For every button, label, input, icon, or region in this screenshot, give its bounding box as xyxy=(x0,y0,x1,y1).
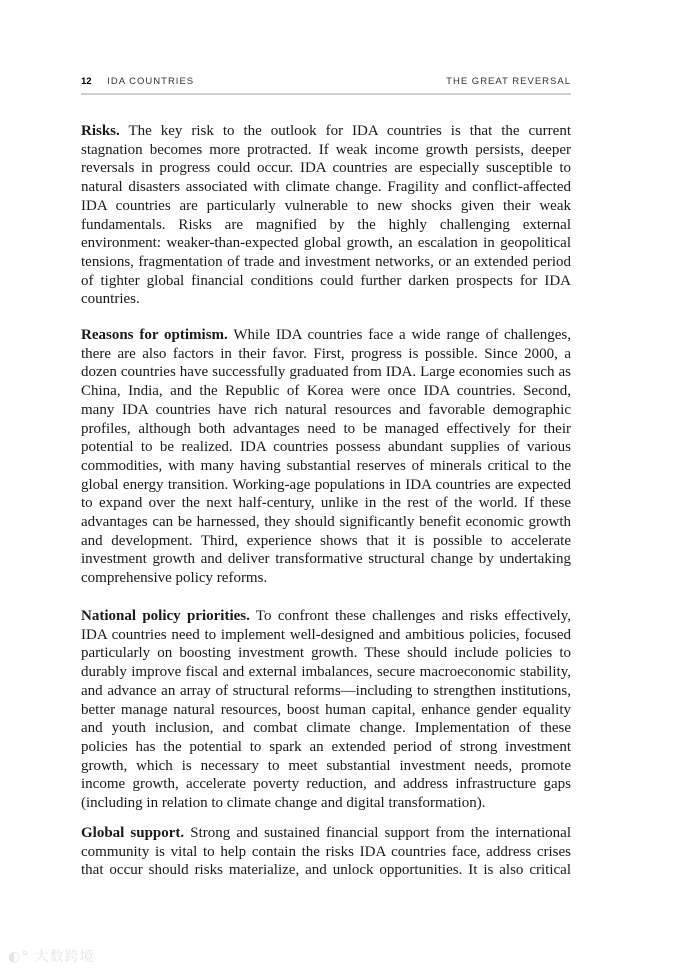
line-text: While IDA countries face a wide range of challenges, xyxy=(233,327,572,343)
line-text: that occur should risks materialize, and unlock opportunities. It is also critical xyxy=(81,862,571,879)
text-line xyxy=(81,775,571,794)
line-text: better manage natural resources, boost human capital, enhance gender equality xyxy=(81,701,571,718)
text-line xyxy=(81,253,571,272)
line-text: stagnation becomes more protracted. If weak income growth persists, deeper xyxy=(81,141,571,158)
line-text: global energy transition. Working-age populations in IDA countries are expected xyxy=(81,476,571,493)
text-line xyxy=(81,794,571,813)
text-line xyxy=(81,861,571,880)
paragraph-lead: Global support. xyxy=(81,825,185,841)
line-text: IDA countries need to implement well-designed and ambitious policies, focused xyxy=(81,626,571,643)
line-text: advantages can be harnessed, they should significantly benefit economic growth xyxy=(81,514,571,531)
text-line xyxy=(81,663,571,682)
line-text: comprehensive policy reforms. xyxy=(81,570,268,587)
text-line xyxy=(81,824,571,843)
line-text: tensions, fragmentation of trade and investment networks, or an extended period xyxy=(81,253,571,270)
paragraph-global-support xyxy=(81,824,571,880)
line-text: environment: weaker-than-expected global growth, an escalation in geopolitical xyxy=(81,235,571,252)
line-text: many IDA countries have rich natural resources and favorable demographic xyxy=(81,401,571,418)
text-line xyxy=(81,326,571,345)
text-line xyxy=(81,122,571,141)
line-text: China, India, and the Republic of Korea were once IDA countries. Second, xyxy=(81,383,571,400)
text-line xyxy=(81,290,571,309)
paragraph-lead: National policy priorities. xyxy=(81,608,250,624)
text-line xyxy=(81,843,571,862)
paragraph-reasons-for-optimism xyxy=(81,326,571,588)
text-line xyxy=(81,476,571,495)
text-line xyxy=(81,159,571,178)
line-text: community is vital to help contain the risks IDA countries face, address crises xyxy=(81,843,571,860)
line-text: there are also factors in their favor. First, progress is possible. Since 2000, a xyxy=(81,345,571,362)
line-text: commodities, with many having substantial reserves of minerals critical to the xyxy=(81,457,571,474)
line-text: IDA countries are particularly vulnerable to new shocks given their weak xyxy=(81,197,571,214)
text-line xyxy=(81,401,571,420)
line-text: and advance an array of structural reforms—including to strengthen institutions, xyxy=(81,682,571,699)
text-line xyxy=(81,382,571,401)
line-text: potential to be realized. IDA countries possess abundant supplies of various xyxy=(81,439,571,456)
text-line xyxy=(81,363,571,382)
line-text: To confront these challenges and risks effectively, xyxy=(255,608,571,624)
text-line xyxy=(81,682,571,701)
text-line xyxy=(81,494,571,513)
watermark-logo: ◐° 大数跨境 xyxy=(8,949,95,965)
line-text: policies has the potential to spark an extended period of strong investment xyxy=(81,738,571,755)
paragraph-lead: Risks. xyxy=(81,123,120,139)
text-line xyxy=(81,272,571,291)
line-text: investment growth and deliver transformative structural change by undertaking xyxy=(81,551,571,568)
text-line xyxy=(81,626,571,645)
line-text: of tighter global financial conditions could further darken prospects for IDA xyxy=(81,272,571,289)
text-line xyxy=(81,345,571,364)
text-line xyxy=(81,644,571,663)
line-text: growth, which is necessary to meet substantial investment needs, promote xyxy=(81,757,571,774)
text-line xyxy=(81,569,571,588)
line-text: reversals in progress could occur. IDA countries are especially susceptible to xyxy=(81,160,571,177)
text-line xyxy=(81,550,571,569)
text-line xyxy=(81,178,571,197)
line-text: to expand over the next half-century, unlike in the rest of the world. If these xyxy=(81,495,571,512)
line-text: dozen countries have successfully graduated from IDA. Large economies such as xyxy=(81,364,571,381)
paragraph-national-policy-priorities xyxy=(81,607,571,813)
text-line xyxy=(81,234,571,253)
text-line xyxy=(81,607,571,626)
line-text: and youth inclusion, and combat climate change. Implementation of these xyxy=(81,720,571,737)
line-text: Strong and sustained financial support from the international xyxy=(190,825,571,841)
chapter-title: IDA COUNTRIES xyxy=(107,76,195,87)
book-title: THE GREAT REVERSAL xyxy=(446,76,571,87)
text-line xyxy=(81,757,571,776)
running-header xyxy=(81,76,571,87)
line-text: profiles, although both advantages need to be managed effectively for their xyxy=(81,420,571,437)
text-line xyxy=(81,701,571,720)
line-text: income growth, accelerate poverty reduction, and address infrastructure gaps xyxy=(81,776,571,793)
text-line xyxy=(81,457,571,476)
paragraph-lead: Reasons for optimism. xyxy=(81,327,228,343)
line-text: particularly on boosting investment growth. These should include policies to xyxy=(81,645,571,662)
text-line xyxy=(81,420,571,439)
line-text: natural disasters associated with climate change. Fragility and conflict-affected xyxy=(81,179,571,196)
text-line xyxy=(81,738,571,757)
text-line xyxy=(81,141,571,160)
text-line xyxy=(81,719,571,738)
line-text: The key risk to the outlook for IDA countries is that the current xyxy=(128,123,571,139)
paragraph-risks xyxy=(81,122,571,309)
text-line xyxy=(81,438,571,457)
page-number: 12 xyxy=(81,76,92,87)
line-text: (including in relation to climate change and digital transformation). xyxy=(81,795,486,812)
line-text: and development. Third, experience shows that it is possible to accelerate xyxy=(81,532,571,549)
header-rule xyxy=(81,93,571,95)
text-line xyxy=(81,216,571,235)
text-line xyxy=(81,532,571,551)
text-line xyxy=(81,513,571,532)
text-line xyxy=(81,197,571,216)
line-text: countries. xyxy=(81,291,140,308)
line-text: fundamentals. Risks are magnified by the highly challenging external xyxy=(81,216,571,233)
line-text: durably improve fiscal and external imbalances, secure macroeconomic stability, xyxy=(81,664,571,681)
